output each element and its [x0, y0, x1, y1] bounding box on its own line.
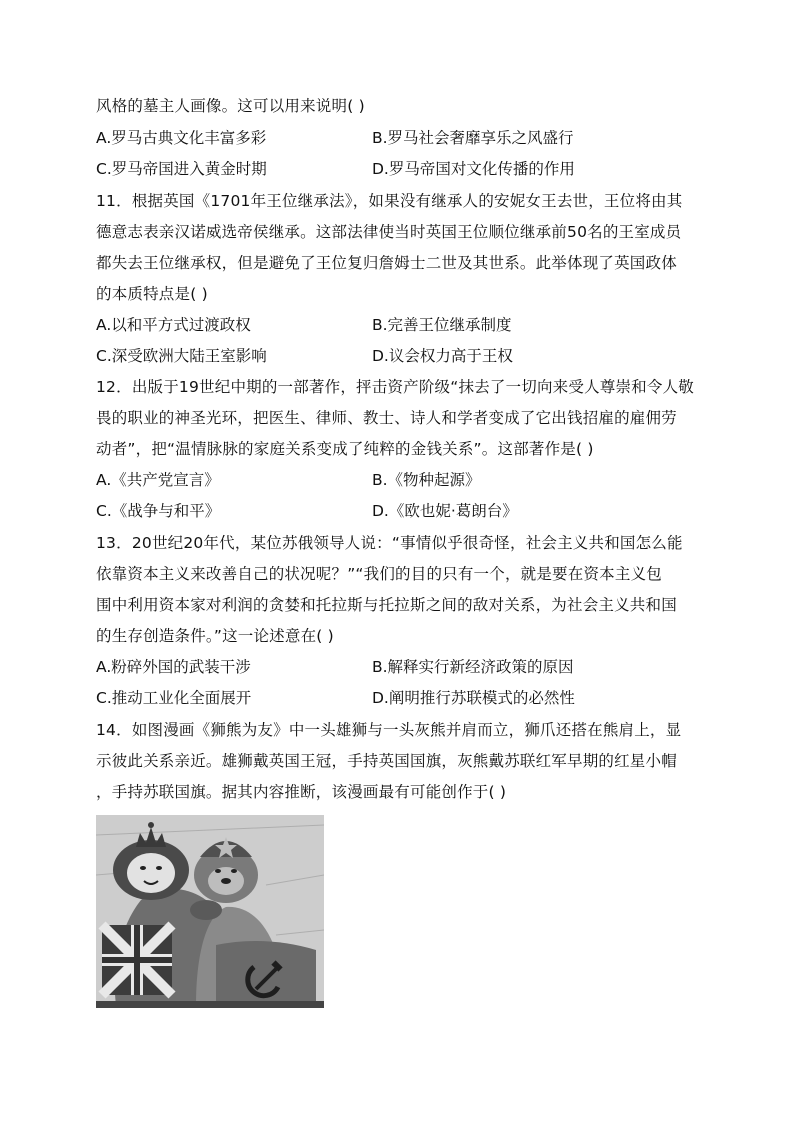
question-14-line: ，手持苏联国旗。据其内容推断，该漫画最有可能创作于( ) — [96, 783, 507, 801]
option-b: B.《物种起源》 — [372, 471, 481, 489]
question-14-line: 示彼此关系亲近。雄狮戴英国王冠，手持英国国旗，灰熊戴苏联红军早期的红星小帽 — [96, 752, 677, 770]
option-a: A.罗马古典文化丰富多彩 — [96, 129, 267, 147]
option-c: C.罗马帝国进入黄金时期 — [96, 160, 267, 178]
question-13-line: 13．20世纪20年代，某位苏俄领导人说：“事情似乎很奇怪，社会主义共和国怎么能 — [96, 534, 683, 552]
option-d: D.阐明推行苏联模式的必然性 — [372, 689, 575, 707]
question-11-line: 德意志表亲汉诺威选帝侯继承。这部法律使当时英国王位顺位继承前50名的王室成员 — [96, 223, 682, 241]
option-d: D.罗马帝国对文化传播的作用 — [372, 160, 575, 178]
question-11-line: 都失去王位继承权，但是避免了王位复归詹姆士二世及其世系。此举体现了英国政体 — [96, 254, 677, 272]
question-11-line: 的本质特点是( ) — [96, 285, 208, 303]
option-b: B.完善王位继承制度 — [372, 316, 512, 334]
question-11-line: 11．根据英国《1701年王位继承法》，如果没有继承人的安妮女王去世，王位将由其 — [96, 192, 683, 210]
question-14-line: 14．如图漫画《狮熊为友》中一头雄狮与一头灰熊并肩而立，狮爪还搭在熊肩上，显 — [96, 721, 682, 739]
option-d: D.《欧也妮·葛朗台》 — [372, 502, 518, 520]
option-a: A.粉碎外国的武装干涉 — [96, 658, 251, 676]
option-b: B.解释实行新经济政策的原因 — [372, 658, 574, 676]
option-c: C.深受欧洲大陆王室影响 — [96, 347, 267, 365]
question-13-line: 的生存创造条件。”这一论述意在( ) — [96, 627, 334, 645]
option-a: A.以和平方式过渡政权 — [96, 316, 251, 334]
question-12-line: 12．出版于19世纪中期的一部著作，抨击资产阶级“抹去了一切向来受人尊崇和令人敬 — [96, 378, 694, 396]
option-c: C.《战争与和平》 — [96, 502, 221, 520]
question-13-line: 依靠资本主义来改善自己的状况呢？”“我们的目的只有一个，就是要在资本主义包 — [96, 565, 662, 583]
question-12-line: 畏的职业的神圣光环，把医生、律师、教士、诗人和学者变成了它出钱招雇的雇佣劳 — [96, 409, 677, 427]
option-c: C.推动工业化全面展开 — [96, 689, 252, 707]
question-12-line: 动者”，把“温情脉脉的家庭关系变成了纯粹的金钱关系”。这部著作是( ) — [96, 440, 594, 458]
option-d: D.议会权力高于王权 — [372, 347, 513, 365]
option-b: B.罗马社会奢靡享乐之风盛行 — [372, 129, 574, 147]
question-text-line: 风格的墓主人画像。这可以用来说明( ) — [96, 97, 365, 115]
option-a: A.《共产党宣言》 — [96, 471, 220, 489]
lion-bear-cartoon-image — [96, 815, 324, 1008]
question-13-line: 围中利用资本家对利润的贪婪和托拉斯与托拉斯之间的敌对关系，为社会主义共和国 — [96, 596, 677, 614]
